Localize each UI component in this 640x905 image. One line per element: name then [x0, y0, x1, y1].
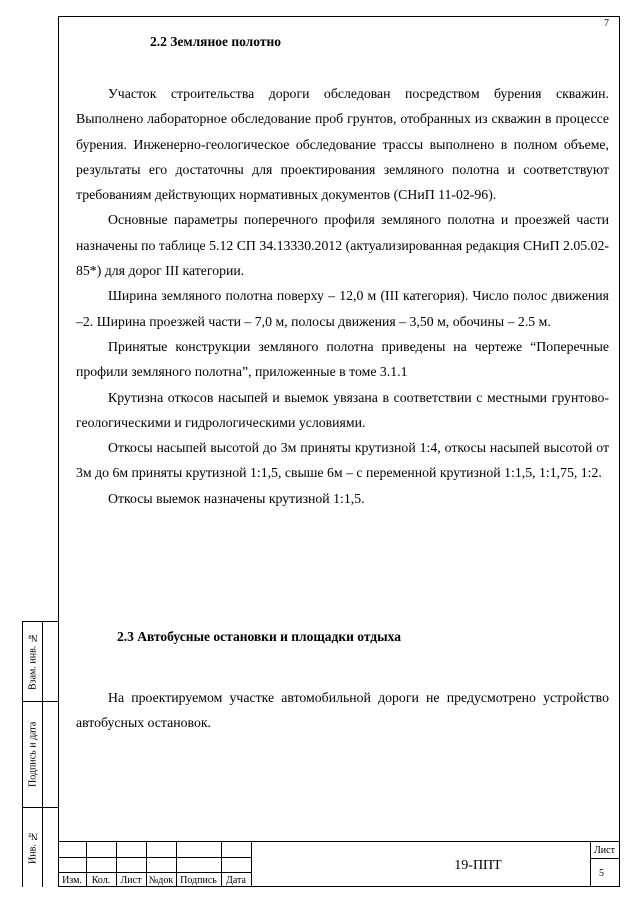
paragraph: Принятые конструкции земляного полотна приведены на чертеже “Поперечные профили земляного полотна”, приложенные в томе 3.1.1	[76, 338, 609, 380]
sheet-label: Лист	[594, 845, 615, 856]
section-heading-2-2: 2.2 Земляное полотно	[150, 34, 281, 49]
paragraph: На проектируемом участке автомобильной дороги не предусмотрено устройство автобусных остановок.	[76, 690, 609, 731]
paragraph: Участок строительства дороги обследован посредством бурения скважин. Выполнено лабораторное обследование проб грунтов, отобранных из скважин в процессе бурения. Инженерно-геологическое обследование трассы выполнено в полном объеме, результаты его достаточны для проектирования земляного полотна и соответствуют требованиям действующих нормативных документов (СНиП 11-02-96).	[76, 86, 609, 203]
paragraph: Откосы насыпей высотой до 3м приняты крутизной 1:4, откосы насыпей высотой от 3м до 6м приняты крутизной 1:1,5, свыше 6м – с переменной крутизной 1:1,5, 1:1,75, 1:2.	[76, 440, 609, 481]
paragraph: Откосы выемок назначены крутизной 1:1,5.	[108, 490, 365, 506]
side-label-inv-number: Инв. №	[27, 830, 39, 864]
stamp-row-line	[58, 872, 251, 873]
stamp-col-date: Дата	[226, 875, 246, 886]
stamp-row-line	[58, 857, 251, 858]
stamp-col-line	[251, 842, 252, 887]
side-label-replacement-inv: Взам. инв. №	[27, 632, 39, 690]
stamp-col-izm: Изм.	[62, 875, 82, 886]
section-heading-2-3: 2.3 Автобусные остановки и площадки отдыха	[117, 629, 401, 644]
stamp-col-line	[590, 842, 591, 887]
side-stamp-strip	[22, 621, 58, 887]
stamp-col-signature: Подпись	[180, 875, 217, 886]
stamp-col-kol: Кол.	[91, 875, 111, 886]
stamp-col-ndok: №док	[148, 875, 174, 886]
strip-border	[22, 621, 23, 887]
stamp-row-line	[590, 858, 620, 859]
top-page-number: 7	[604, 18, 609, 29]
strip-divider	[42, 621, 43, 887]
section-body-2-3	[76, 685, 609, 736]
paragraph: Крутизна откосов насыпей и выемок увязана в соответствии с местными грунтово-геологическими и гидрологическими условиями.	[76, 389, 609, 430]
section-body-2-2	[76, 81, 609, 511]
title-block-stamp	[58, 841, 620, 887]
sheet-number: 5	[599, 868, 604, 879]
stamp-col-list: Лист	[120, 875, 142, 886]
side-label-signature-date: Подпись и дата	[27, 721, 39, 787]
document-code: 19-ППТ	[454, 858, 502, 873]
paragraph: Основные параметры поперечного профиля земляного полотна и проезжей части назначены по таблице 5.12 СП 34.13330.2012 (актуализированная редакция СНиП 2.05.02-85*) для дорог III категории.	[76, 212, 609, 279]
paragraph: Ширина земляного полотна поверху – 12,0 м (III категория). Число полос движения –2. Ширина проезжей части – 7,0 м, полосы движения – 3,50 м, обочины – 2.5 м.	[76, 288, 609, 329]
